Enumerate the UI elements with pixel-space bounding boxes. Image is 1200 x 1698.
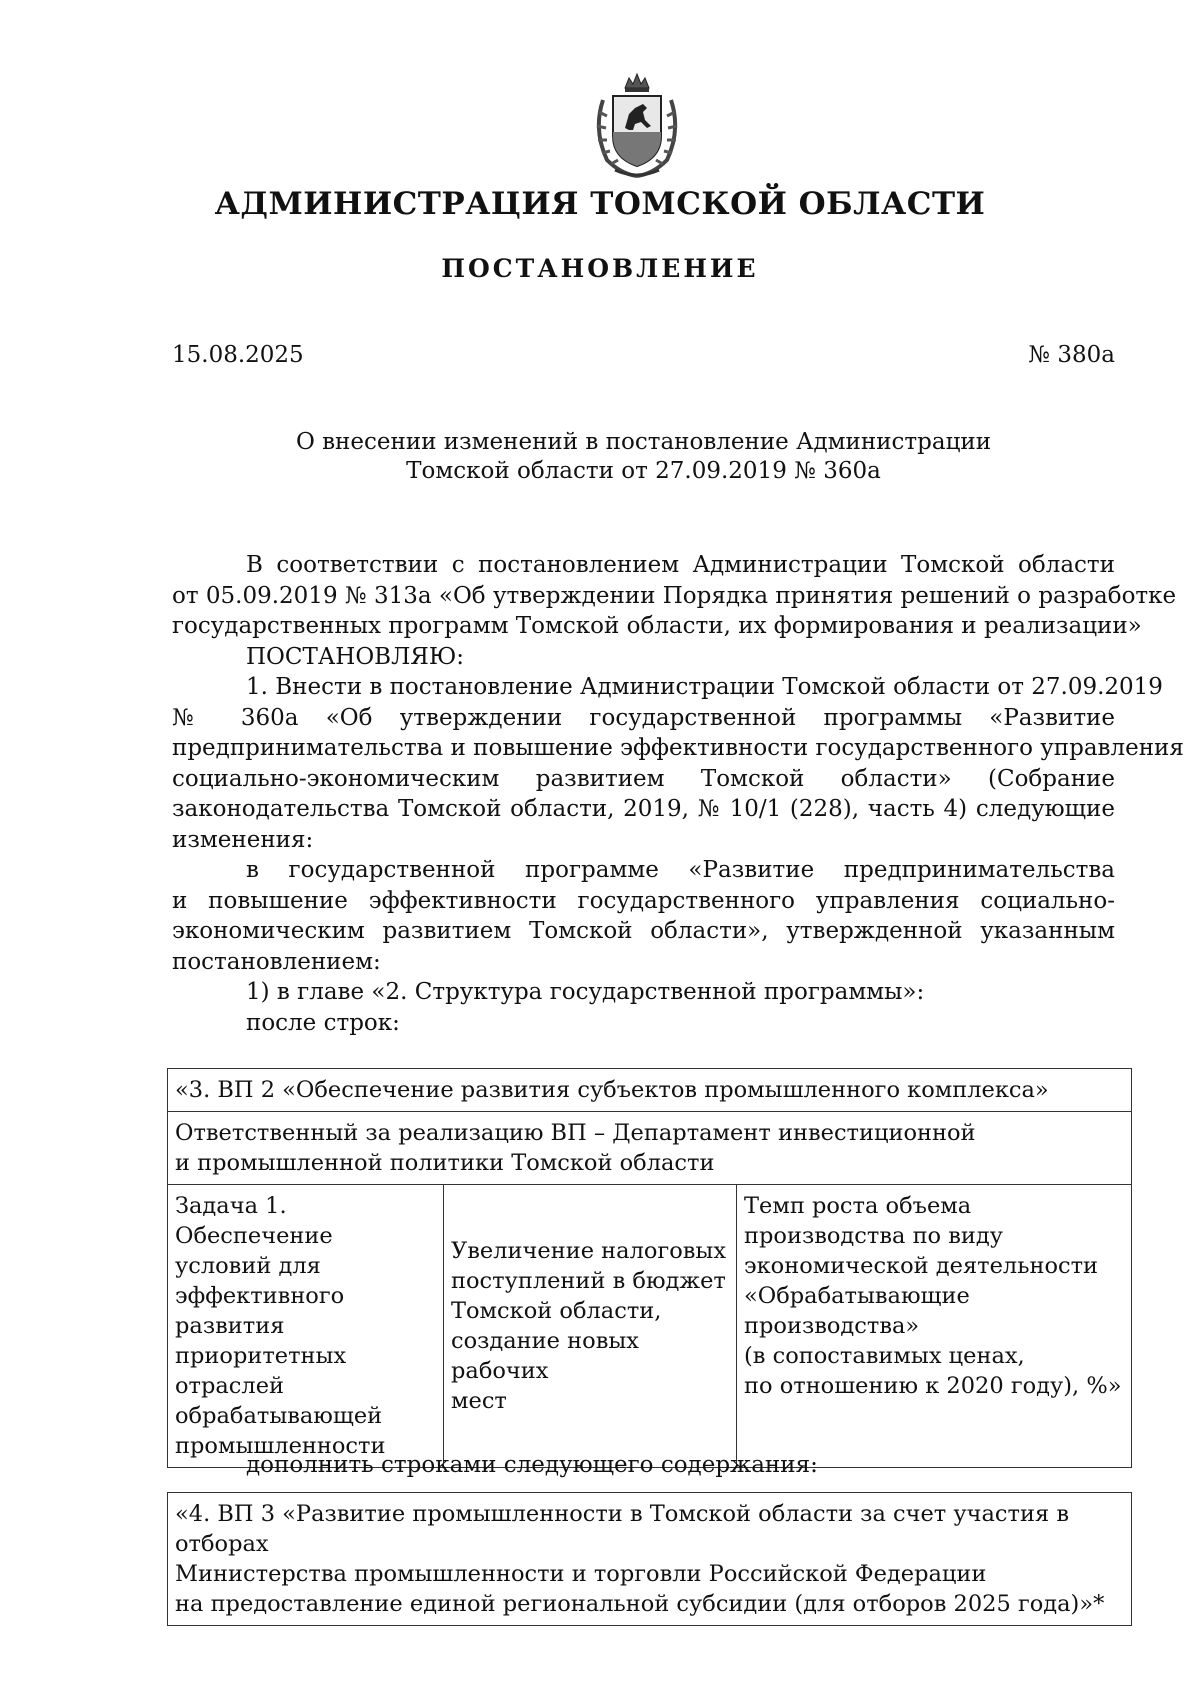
table-cell-text: «3. ВП 2 «Обеспечение развития субъектов промышленного комплекса» (175, 1077, 1049, 1103)
structure-table-existing (167, 1068, 1132, 1468)
paragraph-line: предпринимательства и повышение эффективности государственного управления (172, 735, 1184, 761)
table-cell-text: «4. ВП 3 «Развитие промышленности в Томской области за счет участия в отборах (175, 1501, 1069, 1557)
table-row (168, 1112, 1132, 1185)
document-subject (172, 428, 1115, 486)
paragraph-line: социально-экономическим развитием Томской области» (Собрание (172, 765, 1115, 792)
document-date: 15.08.2025 (172, 342, 304, 368)
table-cell-text: промышленности (175, 1433, 386, 1459)
paragraph-line: В соответствии с постановлением Администрации Томской области (246, 552, 1115, 578)
table-row (168, 1069, 1132, 1112)
table-cell-text: Увеличение налоговых (451, 1238, 727, 1264)
table-cell-text: экономической деятельности (744, 1253, 1099, 1279)
table-cell-text: производства» (744, 1313, 920, 1339)
item-line: после строк: (246, 1009, 400, 1036)
item-line: 1) в главе «2. Структура государственной программы»: (246, 979, 925, 1005)
table-cell-text: Задача 1. Обеспечение (175, 1193, 333, 1249)
table-cell-text: мест (451, 1388, 507, 1414)
table-cell-text: Ответственный за реализацию ВП – Департамент инвестиционной (175, 1120, 976, 1146)
document-number: № 380а (1028, 342, 1115, 368)
table-row (168, 1493, 1132, 1626)
subject-line: О внесении изменений в постановление Администрации (295, 429, 992, 455)
table-cell-text: на предоставление единой региональной субсидии (для отборов 2025 года)»* (175, 1591, 1105, 1617)
table-cell-text: отраслей (175, 1373, 285, 1399)
effect-cell (444, 1185, 737, 1468)
structure-table-added (167, 1492, 1132, 1626)
table-cell-text: условий для (175, 1253, 321, 1279)
paragraph-line: № 360а «Об утверждении государственной программы «Развитие (172, 704, 1115, 731)
subject-line: Томской области от 27.09.2019 № 360а (406, 458, 881, 484)
table-cell-text: Министерства промышленности и торговли Российской Федерации (175, 1561, 987, 1587)
table-cell-text: приоритетных (175, 1343, 347, 1369)
table-cell-text: Темп роста объема (744, 1193, 972, 1219)
table-cell-text: по отношению к 2020 году), %» (744, 1373, 1122, 1399)
indicator-cell (737, 1185, 1132, 1468)
table-cell-text: и промышленной политики Томской области (175, 1150, 715, 1176)
organization-title: АДМИНИСТРАЦИЯ ТОМСКОЙ ОБЛАСТИ (214, 186, 986, 222)
table-cell-text: (в сопоставимых ценах, (744, 1343, 1025, 1369)
paragraph-line: в государственной программе «Развитие предпринимательства (246, 857, 1115, 883)
table-cell-text: эффективного развития (175, 1283, 345, 1339)
document-body (172, 550, 1184, 1038)
table-cell-text: обрабатывающей (175, 1403, 383, 1429)
table-cell-text: производства по виду (744, 1223, 1004, 1249)
decree-word: ПОСТАНОВЛЯЮ: (246, 643, 465, 670)
table-cell-text: создание новых рабочих (451, 1328, 639, 1384)
paragraph-line: от 05.09.2019 № 313а «Об утверждении Порядка принятия решений о разработке (172, 582, 1177, 609)
paragraph-line: постановлением: (172, 948, 381, 975)
paragraph-line: и повышение эффективности государственного управления социально- (172, 887, 1115, 914)
document-type: ПОСТАНОВЛЕНИЕ (441, 254, 759, 283)
supplement-line: дополнить строками следующего содержания: (246, 1452, 818, 1478)
table-cell-text: поступлений в бюджет (451, 1268, 726, 1294)
paragraph-line: законодательства Томской области, 2019, № 10/1 (228), часть 4) следующие (172, 796, 1115, 822)
task-cell (168, 1185, 444, 1468)
table-cell-text: «Обрабатывающие (744, 1283, 970, 1309)
paragraph-line: 1. Внести в постановление Администрации Томской области от 27.09.2019 (246, 674, 1163, 700)
paragraph-line: государственных программ Томской области, их формирования и реализации» (172, 613, 1142, 639)
paragraph-line: изменения: (172, 826, 314, 853)
coat-of-arms-icon (585, 70, 689, 180)
table-cell-text: Томской области, (451, 1298, 662, 1324)
paragraph-line: экономическим развитием Томской области», утвержденной указанным (172, 918, 1115, 944)
